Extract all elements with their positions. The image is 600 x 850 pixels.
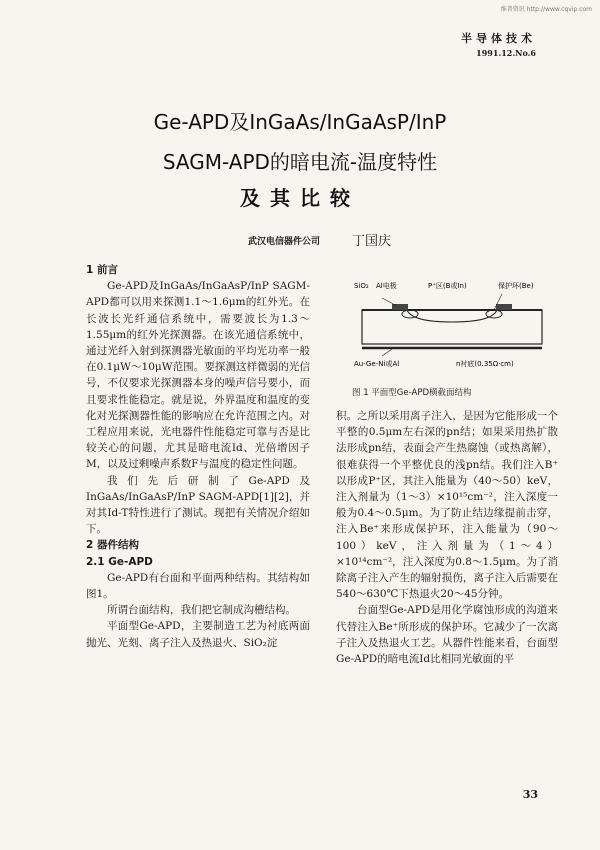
watermark: 维普资讯 http://www.cqvip.com: [500, 6, 592, 13]
paragraph: 积。之所以采用离子注入，是因为它能形成一个平整的0.5μm左右深的pn结；如果采用热扩散法形成pn结，表面会产生热腐蚀（或热离解），很难获得一个平整优良的浅pn结。我们注入B⁺以形成P⁺区，其注入能量为（40～50）keV，注入剂量为（1～3）×10¹⁵cm⁻²，注入深度一般为0.4～0.5μm。为了防止结边缘提前击穿，注入Be⁺来形成保护环，注入能量为（90～100）keV，注入剂量为（1～4）×10¹⁴cm⁻²，注入深度为0.8～1.5μm。为了消除离子注入产生的辐射损伤，离子注入后需要在540～630℃下热退火20～45分钟。: [336, 410, 558, 601]
cross-section-diagram: [352, 272, 552, 372]
affiliation: 武汉电信器件公司: [248, 237, 321, 247]
author: 丁国庆: [352, 234, 392, 249]
title-line-1: Ge-APD及InGaAs/InGaAsP/InP: [153, 110, 447, 134]
label-sio2: SiO₂: [354, 282, 369, 290]
paragraph: 我们先后研制了Ge-APD及InGaAs/InGaAsP/InP SAGM-APD[1][2]，并对其Id-T特性进行了测试。现把有关情况介绍如下。: [86, 474, 310, 536]
label-al-electrode: Al电极: [376, 282, 397, 290]
figure-caption: 图 1 平面型Ge-APD横截面结构: [352, 388, 472, 398]
label-guard-ring: 保护环(Be): [498, 282, 534, 290]
paragraph: Ge-APD有台面和平面两种结构。其结构如图1。: [86, 571, 310, 601]
paragraph: 台面型Ge-APD是用化学腐蚀形成的沟道来代替注入Be⁺所形成的保护环。它减少了一次离子注入及热退火工艺。从器件性能来看，台面型Ge-APD的暗电流Id比相同光敏面的平: [336, 604, 558, 666]
right-column: [336, 408, 558, 667]
title-line-2: SAGM-APD的暗电流-温度特性: [162, 150, 438, 174]
figure-1: [352, 272, 552, 372]
journal-name: 半导体技术: [461, 32, 536, 45]
paragraph: 平面型Ge-APD，主要制造工艺为衬底两面抛光、光刻、离子注入及热退火、SiO₂淀: [86, 620, 310, 649]
section-heading-2: 2 器件结构: [86, 539, 139, 552]
label-n-substrate: n衬底(0.35Ω·cm): [456, 360, 514, 368]
page-number: 33: [522, 788, 538, 801]
title-line-3: 及其比较: [240, 186, 360, 210]
label-p-region: P⁺区(B或In): [428, 282, 467, 290]
paragraph: 所谓台面结构，我们把它制成沟槽结构。: [107, 604, 296, 617]
section-heading-1: 1 前言: [86, 264, 118, 276]
paragraph: Ge-APD及InGaAs/InGaAsP/InP SAGM-APD都可以用来探测1.1～1.6μm的红外光。在长波长光纤通信系统中，需要波长为1.3～1.55μm的红外光探测器。在该光通信系统中，通过光纤入射到探测器光敏面的平均光功率一般在0.1μW～10μW范围。要探测这样微弱的光信号，不仅要求光探测器本身的噪声信号要小，而且要求性能稳定。就是说，外界温度和温度的变化对光探测器性能的影响应在允许范围之内。对工程应用来说，光电器件性能稳定可靠与否是比较关心的问题，尤其是暗电流Id、光倍增因子M，以及过剩噪声系数F与温度的稳定性问题。: [86, 280, 310, 471]
issue-number: 1991.12.No.6: [476, 48, 536, 58]
subsection-heading: 2.1 Ge-APD: [86, 555, 153, 568]
left-column: [86, 262, 310, 651]
label-au-ge-ni: Au-Ge-Ni或Al: [354, 360, 400, 368]
